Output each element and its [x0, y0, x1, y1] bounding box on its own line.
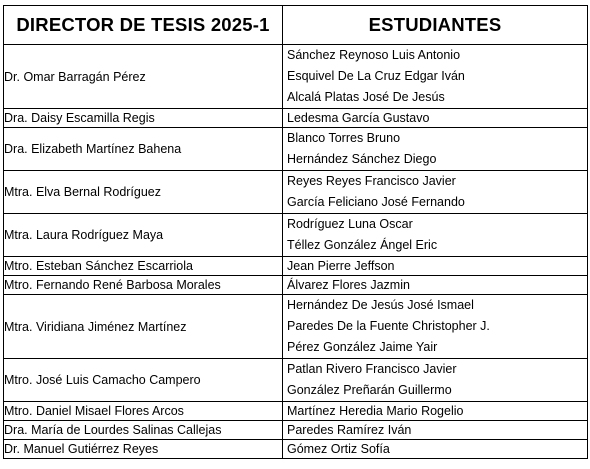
table-row: [4, 214, 588, 257]
student-name: Paredes Ramírez Iván: [287, 422, 412, 437]
header-row: [4, 6, 588, 45]
thesis-directors-table: [3, 5, 588, 459]
students-cell: [283, 402, 588, 421]
director-name: Dra. Elizabeth Martínez Bahena: [4, 128, 283, 171]
students-cell: [283, 257, 588, 276]
director-name: Dra. Daisy Escamilla Regis: [4, 109, 283, 128]
table-row: [4, 171, 588, 214]
student-name: Ledesma García Gustavo: [287, 110, 430, 125]
students-cell: [283, 440, 588, 459]
student-name: Blanco Torres Bruno: [287, 131, 401, 145]
table-row: [4, 109, 588, 128]
student-name: Hernández Sánchez Diego: [287, 152, 437, 166]
table-row: [4, 128, 588, 171]
students-cell: [283, 295, 588, 359]
director-name: Mtra. Viridiana Jiménez Martínez: [4, 295, 283, 359]
students-cell: [283, 171, 588, 214]
student-name: Téllez González Ángel Eric: [287, 238, 438, 252]
table-row: [4, 295, 588, 359]
director-name: Mtro. Daniel Misael Flores Arcos: [4, 402, 283, 421]
student-name: Alcalá Platas José De Jesús: [287, 90, 445, 104]
director-column-header: DIRECTOR DE TESIS 2025-1: [4, 6, 283, 45]
student-name: Rodríguez Luna Oscar: [287, 217, 413, 231]
director-name: Dra. María de Lourdes Salinas Callejas: [4, 421, 283, 440]
student-name: González Preñarán Guillermo: [287, 383, 452, 397]
students-cell: [283, 45, 588, 109]
table-row: [4, 402, 588, 421]
table-row: [4, 45, 588, 109]
student-name: Reyes Reyes Francisco Javier: [287, 174, 456, 188]
student-name: Pérez González Jaime Yair: [287, 340, 438, 354]
student-name: Esquivel De La Cruz Edgar Iván: [287, 69, 465, 83]
students-cell: [283, 128, 588, 171]
students-column-header: ESTUDIANTES: [283, 6, 588, 45]
director-name: Mtra. Elva Bernal Rodríguez: [4, 171, 283, 214]
director-name: Mtro. José Luis Camacho Campero: [4, 359, 283, 402]
director-name: Mtra. Laura Rodríguez Maya: [4, 214, 283, 257]
student-name: Martínez Heredia Mario Rogelio: [287, 403, 464, 418]
table-row: [4, 440, 588, 459]
student-name: García Feliciano José Fernando: [287, 195, 465, 209]
student-name: Jean Pierre Jeffson: [287, 258, 395, 273]
table-row: [4, 257, 588, 276]
table-row: [4, 421, 588, 440]
director-name: Mtro. Esteban Sánchez Escarriola: [4, 257, 283, 276]
director-name: Dr. Manuel Gutiérrez Reyes: [4, 440, 283, 459]
students-cell: [283, 359, 588, 402]
student-name: Sánchez Reynoso Luis Antonio: [287, 48, 461, 62]
students-cell: [283, 109, 588, 128]
table-row: [4, 276, 588, 295]
students-cell: [283, 421, 588, 440]
director-name: Mtro. Fernando René Barbosa Morales: [4, 276, 283, 295]
student-name: Gómez Ortiz Sofía: [287, 441, 390, 456]
student-name: Patlan Rivero Francisco Javier: [287, 362, 457, 376]
table-row: [4, 359, 588, 402]
students-cell: [283, 214, 588, 257]
student-name: Paredes De la Fuente Christopher J.: [287, 319, 490, 333]
student-name: Hernández De Jesús José Ismael: [287, 298, 474, 312]
students-cell: [283, 276, 588, 295]
student-name: Álvarez Flores Jazmin: [287, 277, 410, 292]
director-name: Dr. Omar Barragán Pérez: [4, 45, 283, 109]
